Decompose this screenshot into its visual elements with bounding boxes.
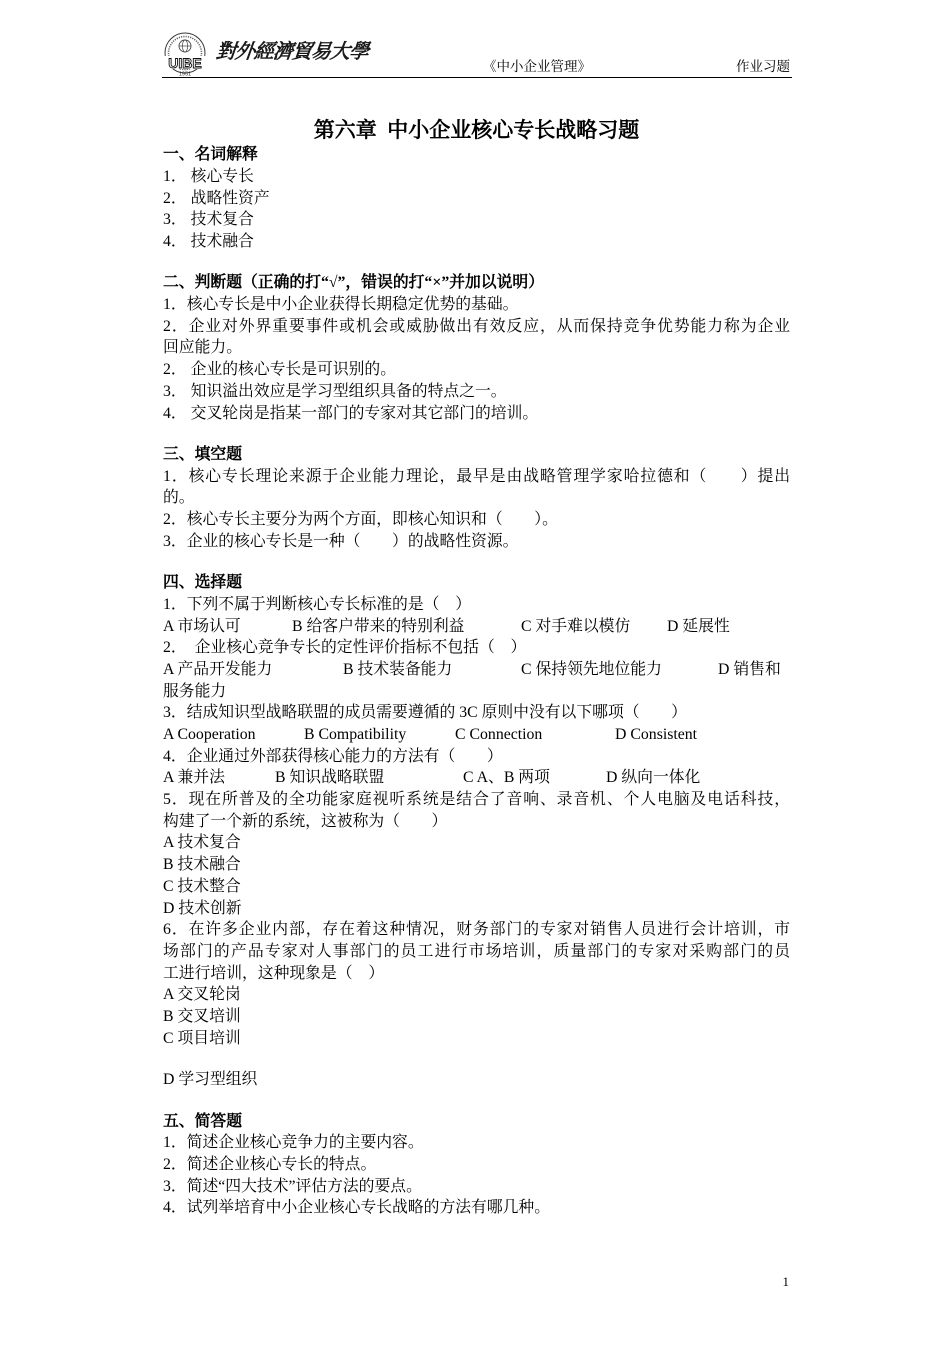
section-heading: 五、简答题 [163,1112,242,1130]
option-c: C Connection [455,726,543,744]
option-a: A 交叉轮岗 [163,986,241,1004]
document-label: 作业习题 [736,59,790,74]
question-line: 3． 技术复合 [163,211,254,229]
question-line: 1．核心专长理论来源于企业能力理论，最早是由战略管理学家哈拉德和（ ）提出 [163,467,790,485]
option-b: B 给客户带来的特别利益 [292,617,465,635]
blank-line [163,253,790,273]
option-row [163,724,790,746]
option-d: D Consistent [615,726,698,744]
question-line: 2．核心专长主要分为两个方面，即核心知识和（ ）。 [163,511,558,529]
section-true-false [163,272,790,424]
section-term-definitions [163,144,790,252]
option-c: C A、B 两项 [463,769,550,787]
exercise-content [163,144,790,1219]
chapter-title: 第六章 中小企业核心专长战略习题 [313,118,640,142]
option-a: A 技术复合 [163,834,241,852]
section-heading: 四、选择题 [163,574,242,592]
section-fill-in-blank [163,444,790,552]
question-line: 3．企业的核心专长是一种（ ）的战略性资源。 [163,532,519,550]
question-line: 的。 [163,489,195,507]
option-row [163,616,790,638]
option-b: B 技术装备能力 [343,660,453,678]
question-line: 4．试列举培育中小企业核心专长战略的方法有哪几种。 [163,1199,551,1217]
option-row [163,659,790,681]
option-a: A 产品开发能力 [163,660,273,678]
option-d: D 纵向一体化 [606,769,701,787]
blank-line [163,552,790,572]
blank-line [163,1091,790,1111]
option-d: D 销售和 [718,660,781,678]
option-a: A 兼并法 [163,769,225,787]
choice-question [163,789,790,919]
question-line: 1．简述企业核心竞争力的主要内容。 [163,1134,424,1152]
question-stem: 工进行培训，这种现象是（ ） [163,964,385,982]
course-title: 《中小企业管理》 [483,59,591,74]
choice-question [163,919,790,1091]
question-stem: 1．下列不属于判断核心专长标准的是（ ） [163,595,472,613]
question-stem: 5．现在所普及的全功能家庭视听系统是结合了音响、录音机、个人电脑及电话科技， [163,791,790,809]
university-emblem-icon [161,31,209,77]
emblem-year: 1951 [178,71,192,77]
question-line: 1．核心专长是中小企业获得长期稳定优势的基础。 [163,296,519,314]
blank-line [163,1049,790,1069]
question-stem: 3．结成知识型战略联盟的成员需要遵循的 3C 原则中没有以下哪项（ ） [163,704,687,722]
option-a: A Cooperation [163,726,256,744]
option-a: A 市场认可 [163,617,241,635]
question-line: 3．简述“四大技术”评估方法的要点。 [163,1177,422,1195]
option-d: D 学习型组织 [163,1071,258,1089]
choice-question [163,637,790,702]
question-line: 2． 战略性资产 [163,189,270,207]
section-heading: 三、填空题 [163,445,242,463]
option-continuation: 服务能力 [163,682,227,700]
page-header [0,0,952,82]
option-d: D 延展性 [667,617,730,635]
choice-question [163,746,790,789]
page-number: 1 [782,1274,789,1289]
option-d: D 技术创新 [163,899,242,917]
section-short-answer [163,1111,790,1219]
question-line: 2． 企业的核心专长是可识别的。 [163,361,397,379]
option-b: B 交叉培训 [163,1007,241,1025]
emblem-text: UIBE [168,55,202,71]
option-c: C 项目培训 [163,1029,241,1047]
section-heading: 二、判断题（正确的打“√”，错误的打“×”并加以说明） [163,274,544,292]
question-line: 2．简述企业核心专长的特点。 [163,1156,377,1173]
question-line: 1． 核心专长 [163,167,254,185]
header-rule [162,77,792,78]
question-line: 回应能力。 [163,339,242,357]
choice-question [163,702,790,745]
question-line: 4． 技术融合 [163,232,254,250]
option-c: C 技术整合 [163,877,241,895]
blank-line [163,424,790,444]
question-stem: 4．企业通过外部获得核心能力的方法有（ ） [163,747,503,765]
option-b: B 技术融合 [163,856,241,874]
question-stem: 2． 企业核心竞争专长的定性评价指标不包括（ ） [163,639,527,657]
question-stem: 6．在许多企业内部，存在着这种情况，财务部门的专家对销售人员进行会计培训，市 [163,921,790,939]
question-line: 2．企业对外界重要事件或机会或威胁做出有效反应，从而保持竞争优势能力称为企业 [163,317,790,335]
university-name-calligraphy: 對外經濟貿易大學 [214,41,370,63]
section-multiple-choice [163,572,790,1091]
section-heading: 一、名词解释 [163,146,258,164]
choice-question [163,594,790,637]
option-c: C 保持领先地位能力 [521,660,662,678]
question-stem: 构建了一个新的系统，这被称为（ ） [163,812,448,830]
option-b: B 知识战略联盟 [275,769,385,787]
question-line: 4． 交叉轮岗是指某一部门的专家对其它部门的培训。 [163,404,539,422]
question-stem: 场部门的产品专家对人事部门的员工进行市场培训，质量部门的专家对采购部门的员 [163,942,790,960]
question-line: 3． 知识溢出效应是学习型组织具备的特点之一。 [163,382,507,400]
option-c: C 对手难以模仿 [521,617,631,635]
option-row [163,767,790,789]
option-b: B Compatibility [304,726,407,744]
